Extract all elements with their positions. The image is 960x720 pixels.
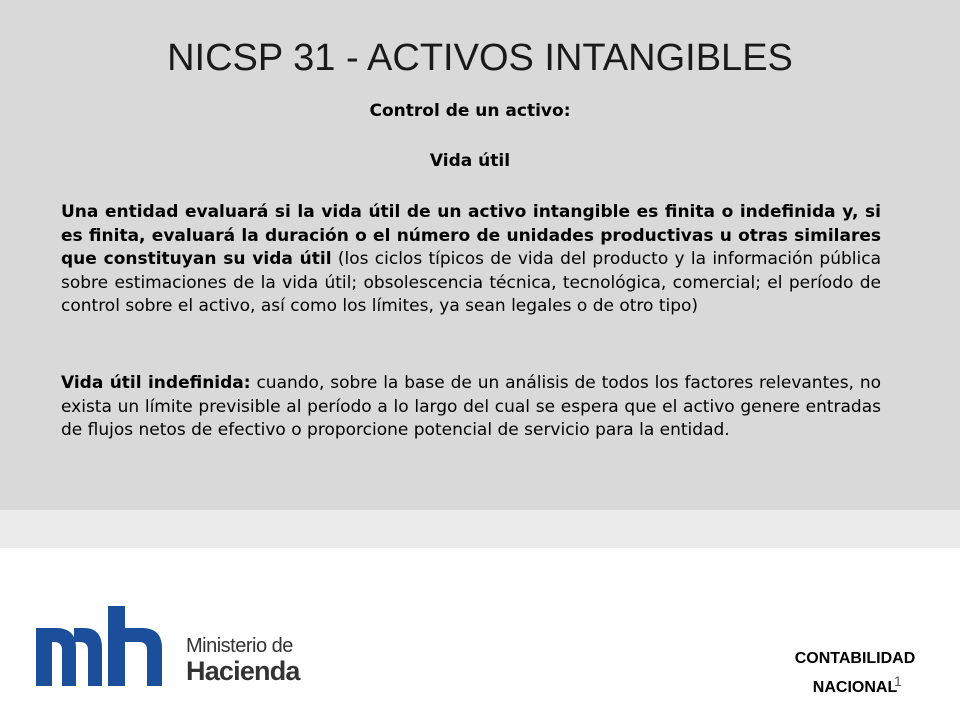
paragraph-useful-life-text: (los ciclos típicos de vida del producto y la información pública sobre estimaciones de la vida útil; obsolescencia técnica, tecnológica, comercial; el período de control sobre el activo, así como los límites, ya sean legales o de otro tipo) <box>61 249 881 316</box>
paragraph-indefinite-life <box>61 372 881 443</box>
paragraph-indefinite-life-bold: Vida útil indefinida: <box>61 373 251 393</box>
paragraph-useful-life-bold: Una entidad evaluará si la vida útil de un activo intangible es finita o indefinida y, si es finita, evaluará la duración o el número de unidades productivas u otras similares que constituyan su vida útil <box>61 202 881 269</box>
department-line2: NACIONAL <box>812 679 898 696</box>
page-number: 1 <box>894 673 902 689</box>
logo-wordmark <box>186 636 336 685</box>
section-title: Vida útil <box>429 151 511 171</box>
slide-subtitle: Control de un activo: <box>369 101 571 121</box>
department-line1: CONTABILIDAD <box>794 650 916 667</box>
paragraph-useful-life <box>61 201 881 319</box>
logo-line-hacienda: Hacienda <box>186 656 300 686</box>
divider-strip <box>0 510 960 548</box>
slide-title: NICSP 31 - ACTIVOS INTANGIBLES <box>167 37 793 79</box>
department-label <box>760 644 950 702</box>
paragraph-indefinite-life-text: cuando, sobre la base de un análisis de todos los factores relevantes, no exista un límite previsible al período a lo largo del cual se espera que el activo genere entradas de flujos netos de efectivo o proporcione potencial de servicio para la entidad. <box>61 373 881 440</box>
logo-line-ministerio: Ministerio de <box>186 635 293 657</box>
ministerio-hacienda-logo <box>36 606 326 691</box>
mh-logo-icon <box>36 606 181 691</box>
